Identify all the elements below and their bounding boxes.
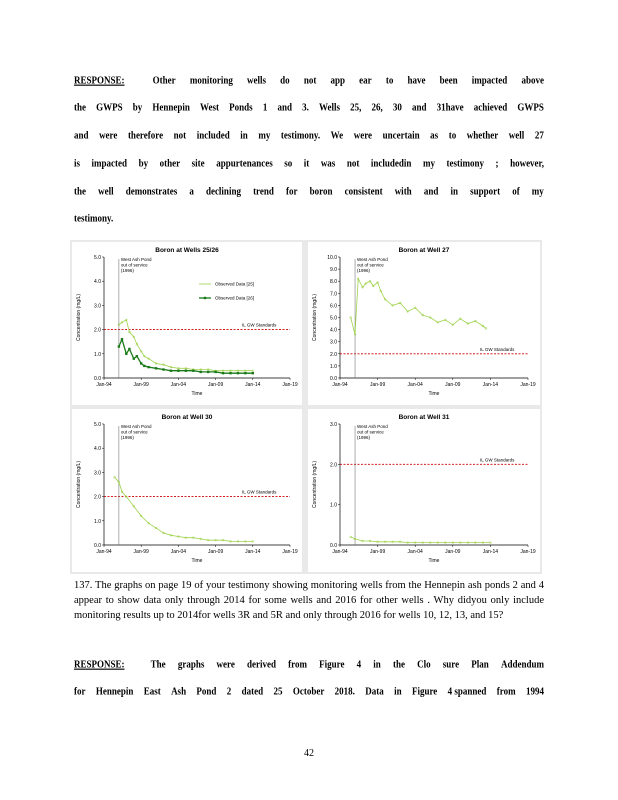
data-point <box>118 345 120 347</box>
word: were <box>216 658 235 670</box>
word: and <box>277 101 292 113</box>
x-tick-label: Jan-99 <box>133 549 149 555</box>
word: to <box>385 74 394 86</box>
y-tick-label: 3.0 <box>94 470 101 477</box>
word: and <box>411 101 427 113</box>
word: 3. <box>302 101 309 113</box>
x-axis-label: Time <box>428 558 440 564</box>
chart-title: Boron at Well 31 <box>398 414 450 421</box>
word: my <box>258 129 271 141</box>
y-tick-label: 7.0 <box>330 291 337 298</box>
word: it <box>303 157 310 169</box>
word: have <box>407 74 426 86</box>
x-tick-label: Jan-94 <box>332 549 348 555</box>
word: The <box>150 658 166 670</box>
x-tick-label: Jan-19 <box>282 549 298 555</box>
data-point <box>207 371 209 373</box>
response1-line <box>74 212 544 224</box>
chart-panel-0 <box>72 242 302 405</box>
data-point <box>222 372 224 374</box>
word: 25 <box>273 685 283 697</box>
word: Ash <box>171 685 187 697</box>
word: site <box>191 157 205 169</box>
chart-panel-3 <box>308 409 540 572</box>
standard-label: IL GW Standards <box>242 489 277 495</box>
word: dated <box>241 685 264 697</box>
word: my <box>531 185 544 197</box>
y-tick-label: 4.0 <box>94 279 101 286</box>
y-tick-label: 0.0 <box>94 376 101 382</box>
word: RESPONSE: <box>74 658 125 670</box>
word: impacted <box>471 74 508 86</box>
response1-line <box>74 185 544 197</box>
word: above <box>521 74 544 86</box>
out-of-service-annotation: West Ash Pond <box>120 424 152 429</box>
chart-panel-1 <box>308 242 540 405</box>
word: October <box>292 685 325 697</box>
x-tick-label: Jan-09 <box>207 382 224 388</box>
word: 30 <box>392 101 402 113</box>
word: Ponds <box>229 101 253 113</box>
out-of-service-annotation: West Ash Pond <box>357 257 388 262</box>
x-tick-label: Jan-14 <box>482 382 499 388</box>
x-tick-label: Jan-09 <box>207 549 224 555</box>
legend-label: Observed Data [25] <box>215 281 255 287</box>
word: 1994 <box>525 685 544 697</box>
word: from <box>288 658 307 670</box>
word: testimony <box>446 157 484 169</box>
chart-background <box>308 242 540 405</box>
word: GWPS <box>96 101 123 113</box>
boron-charts-svg <box>70 240 542 574</box>
word: by <box>138 157 149 169</box>
word: so <box>284 157 293 169</box>
out-of-service-annotation: (1996) <box>357 268 371 273</box>
y-axis-label: Concentration (mg/L) <box>312 294 318 341</box>
chart-title: Boron at Well 30 <box>161 414 213 421</box>
word: were <box>99 129 118 141</box>
word: with <box>394 185 412 197</box>
word: appurtenances <box>216 157 273 169</box>
word: Data <box>365 685 384 697</box>
x-tick-label: Jan-04 <box>170 382 187 388</box>
out-of-service-annotation: out of service <box>357 429 384 435</box>
out-of-service-annotation: out of service <box>357 262 384 268</box>
word: Hennepin <box>152 101 190 113</box>
data-point <box>155 367 157 369</box>
word: whether <box>466 129 499 141</box>
out-of-service-annotation: out of service <box>120 429 148 435</box>
legend-label: Observed Data [26] <box>215 295 255 301</box>
word: demonstrates <box>125 185 178 197</box>
response2-line <box>74 658 544 670</box>
data-point <box>185 370 187 372</box>
data-point <box>136 355 138 357</box>
word: was <box>320 157 336 169</box>
x-axis-label: Time <box>191 558 203 564</box>
word: the <box>392 658 405 670</box>
data-point <box>121 338 123 340</box>
chart-background <box>308 409 540 572</box>
y-axis-label: Concentration (mg/L) <box>76 461 82 508</box>
y-tick-label: 10.0 <box>327 255 337 261</box>
chart-title: Boron at Well 27 <box>398 247 450 254</box>
word: 4 <box>356 658 362 670</box>
out-of-service-annotation: West Ash Pond <box>357 424 388 429</box>
y-tick-label: 1.0 <box>94 351 101 358</box>
y-tick-label: 3.0 <box>330 422 337 428</box>
word: however, <box>510 157 544 169</box>
word: of <box>512 185 520 197</box>
x-tick-label: Jan-14 <box>482 549 499 555</box>
word: Other <box>152 74 176 86</box>
word: the <box>74 185 86 197</box>
x-tick-label: Jan-94 <box>96 382 112 388</box>
word: consistent <box>344 185 383 197</box>
out-of-service-annotation: (1996) <box>120 435 134 440</box>
word: GWPS <box>517 101 544 113</box>
y-tick-label: 2.0 <box>330 351 337 358</box>
word: therefore <box>127 129 164 141</box>
word: Wells <box>318 101 340 113</box>
word: in <box>394 685 402 697</box>
data-point <box>200 371 202 373</box>
data-point <box>140 362 142 364</box>
y-tick-label: 3.0 <box>330 339 337 346</box>
word: sure <box>442 658 460 670</box>
y-tick-label: 5.0 <box>94 422 101 428</box>
word: were <box>353 129 373 141</box>
word: to <box>448 129 457 141</box>
word: Pond <box>196 685 217 697</box>
data-point <box>170 370 172 372</box>
word: for <box>74 685 86 697</box>
word: Clo <box>417 658 431 670</box>
y-tick-label: 5.0 <box>94 255 101 261</box>
y-tick-label: 0.0 <box>330 543 337 549</box>
data-point <box>192 370 194 372</box>
word: We <box>330 129 344 141</box>
page-number: 42 <box>304 748 314 759</box>
response1-line <box>74 101 544 113</box>
word: not <box>346 157 360 169</box>
word: and <box>74 129 89 141</box>
word: is <box>74 157 81 169</box>
word: 2 <box>226 685 232 697</box>
x-tick-label: Jan-09 <box>445 549 461 555</box>
legend-marker <box>204 297 206 299</box>
word: Hennepin <box>95 685 134 697</box>
x-tick-label: Jan-04 <box>170 549 187 555</box>
y-tick-label: 4.0 <box>94 446 101 453</box>
x-axis-label: Time <box>191 391 203 397</box>
data-point <box>244 372 246 374</box>
question-137-text: 137. The graphs on page 19 of your testimony showing monitoring wells from the Hennepin ash ponds 2 and 4 appear to show data only through 2014 for some wells and 2016 for other wells . Why didyou only include monitoring results up to 2014for wells 3R and 5R and only through 2016 for wells 10, 12, 13, and 15? <box>74 580 544 621</box>
word: do <box>280 74 290 86</box>
x-tick-label: Jan-14 <box>245 382 261 388</box>
standard-label: IL GW Standards <box>480 346 515 352</box>
y-tick-label: 3.0 <box>94 303 101 310</box>
word: ; <box>495 157 499 169</box>
y-tick-label: 1.0 <box>330 363 337 370</box>
y-tick-label: 6.0 <box>330 303 337 310</box>
figure-boron-charts <box>70 240 542 574</box>
word: been <box>439 74 458 86</box>
x-tick-label: Jan-99 <box>369 382 386 388</box>
x-tick-label: Jan-19 <box>520 549 536 555</box>
word: testimony. <box>280 129 321 141</box>
word: Figure <box>319 658 345 670</box>
data-point <box>252 372 254 374</box>
word: from <box>496 685 516 697</box>
data-point <box>143 365 145 367</box>
word: 1 <box>262 101 268 113</box>
word: for <box>286 185 298 197</box>
standard-label: IL GW Standards <box>242 322 277 328</box>
y-axis-label: Concentration (mg/L) <box>76 294 82 341</box>
word: 2018. <box>334 685 355 697</box>
data-point <box>177 370 179 372</box>
word: West <box>200 101 220 113</box>
word: achieved <box>473 101 508 113</box>
y-tick-label: 0.0 <box>330 376 337 382</box>
response2-line <box>74 685 544 697</box>
y-tick-label: 2.0 <box>330 462 337 469</box>
y-tick-label: 1.0 <box>330 502 337 509</box>
word: derived <box>247 658 276 670</box>
y-tick-label: 1.0 <box>94 518 101 525</box>
y-tick-label: 2.0 <box>94 327 101 334</box>
word: 27 <box>534 129 544 141</box>
out-of-service-annotation: out of service <box>120 262 148 268</box>
word: the <box>74 101 86 113</box>
word: Addendum <box>500 658 544 670</box>
word: declining <box>205 185 241 197</box>
y-tick-label: 8.0 <box>330 279 337 286</box>
out-of-service-annotation: (1996) <box>120 268 134 273</box>
y-tick-label: 0.0 <box>94 543 101 549</box>
word: and <box>423 185 439 197</box>
word: includedin <box>370 157 412 169</box>
word: trend <box>253 185 274 197</box>
word: 4 spanned <box>447 685 487 697</box>
chart-panel-2 <box>72 409 302 572</box>
word: support <box>470 185 501 197</box>
word: wells <box>247 74 266 86</box>
word: uncertain <box>382 129 420 141</box>
word: app <box>330 74 346 86</box>
x-tick-label: Jan-14 <box>245 549 261 555</box>
data-point <box>147 366 149 368</box>
data-point <box>237 372 239 374</box>
word: in <box>373 658 381 670</box>
word: in <box>450 185 458 197</box>
word: monitoring <box>189 74 233 86</box>
word: testimony. <box>74 212 114 224</box>
response1-line <box>74 157 544 169</box>
word: included <box>196 129 230 141</box>
word: a <box>189 185 194 197</box>
word: RESPONSE: <box>74 74 125 86</box>
word: 26, <box>371 101 383 113</box>
data-point <box>128 348 130 350</box>
word: ear <box>359 74 372 86</box>
x-tick-label: Jan-99 <box>369 549 386 555</box>
response1-line <box>74 74 544 86</box>
data-point <box>133 357 135 359</box>
y-tick-label: 2.0 <box>94 494 101 501</box>
word: by <box>132 101 143 113</box>
word: graphs <box>177 658 205 670</box>
x-tick-label: Jan-99 <box>133 382 149 388</box>
word: boron <box>309 185 333 197</box>
x-tick-label: Jan-04 <box>407 549 423 555</box>
word: well <box>508 129 525 141</box>
x-tick-label: Jan-94 <box>332 382 348 388</box>
word: 25, <box>350 101 362 113</box>
word: Plan <box>471 658 489 670</box>
word: in <box>240 129 248 141</box>
word: East <box>143 685 161 697</box>
word: well <box>98 185 114 197</box>
x-tick-label: Jan-19 <box>282 382 298 388</box>
word: 31have <box>436 101 464 113</box>
word: impacted <box>91 157 128 169</box>
y-tick-label: 9.0 <box>330 267 337 274</box>
standard-label: IL GW Standards <box>480 457 515 463</box>
data-point <box>125 353 127 355</box>
y-tick-label: 4.0 <box>330 327 337 334</box>
response1-line <box>74 129 544 141</box>
x-tick-label: Jan-94 <box>96 549 112 555</box>
word: other <box>159 157 181 169</box>
data-point <box>229 372 231 374</box>
data-point <box>214 371 216 373</box>
out-of-service-annotation: West Ash Pond <box>120 257 152 262</box>
word: Figure <box>411 685 438 697</box>
data-point <box>162 368 164 370</box>
y-axis-label: Concentration (mg/L) <box>312 461 318 508</box>
out-of-service-annotation: (1996) <box>357 435 371 440</box>
x-axis-label: Time <box>428 391 440 397</box>
y-tick-label: 5.0 <box>330 315 337 322</box>
word: as <box>430 129 439 141</box>
x-tick-label: Jan-09 <box>445 382 461 388</box>
word: not <box>303 74 317 86</box>
word: not <box>173 129 187 141</box>
x-tick-label: Jan-19 <box>520 382 536 388</box>
chart-title: Boron at Wells 25/26 <box>155 247 219 254</box>
x-tick-label: Jan-04 <box>407 382 423 388</box>
word: my <box>422 157 435 169</box>
